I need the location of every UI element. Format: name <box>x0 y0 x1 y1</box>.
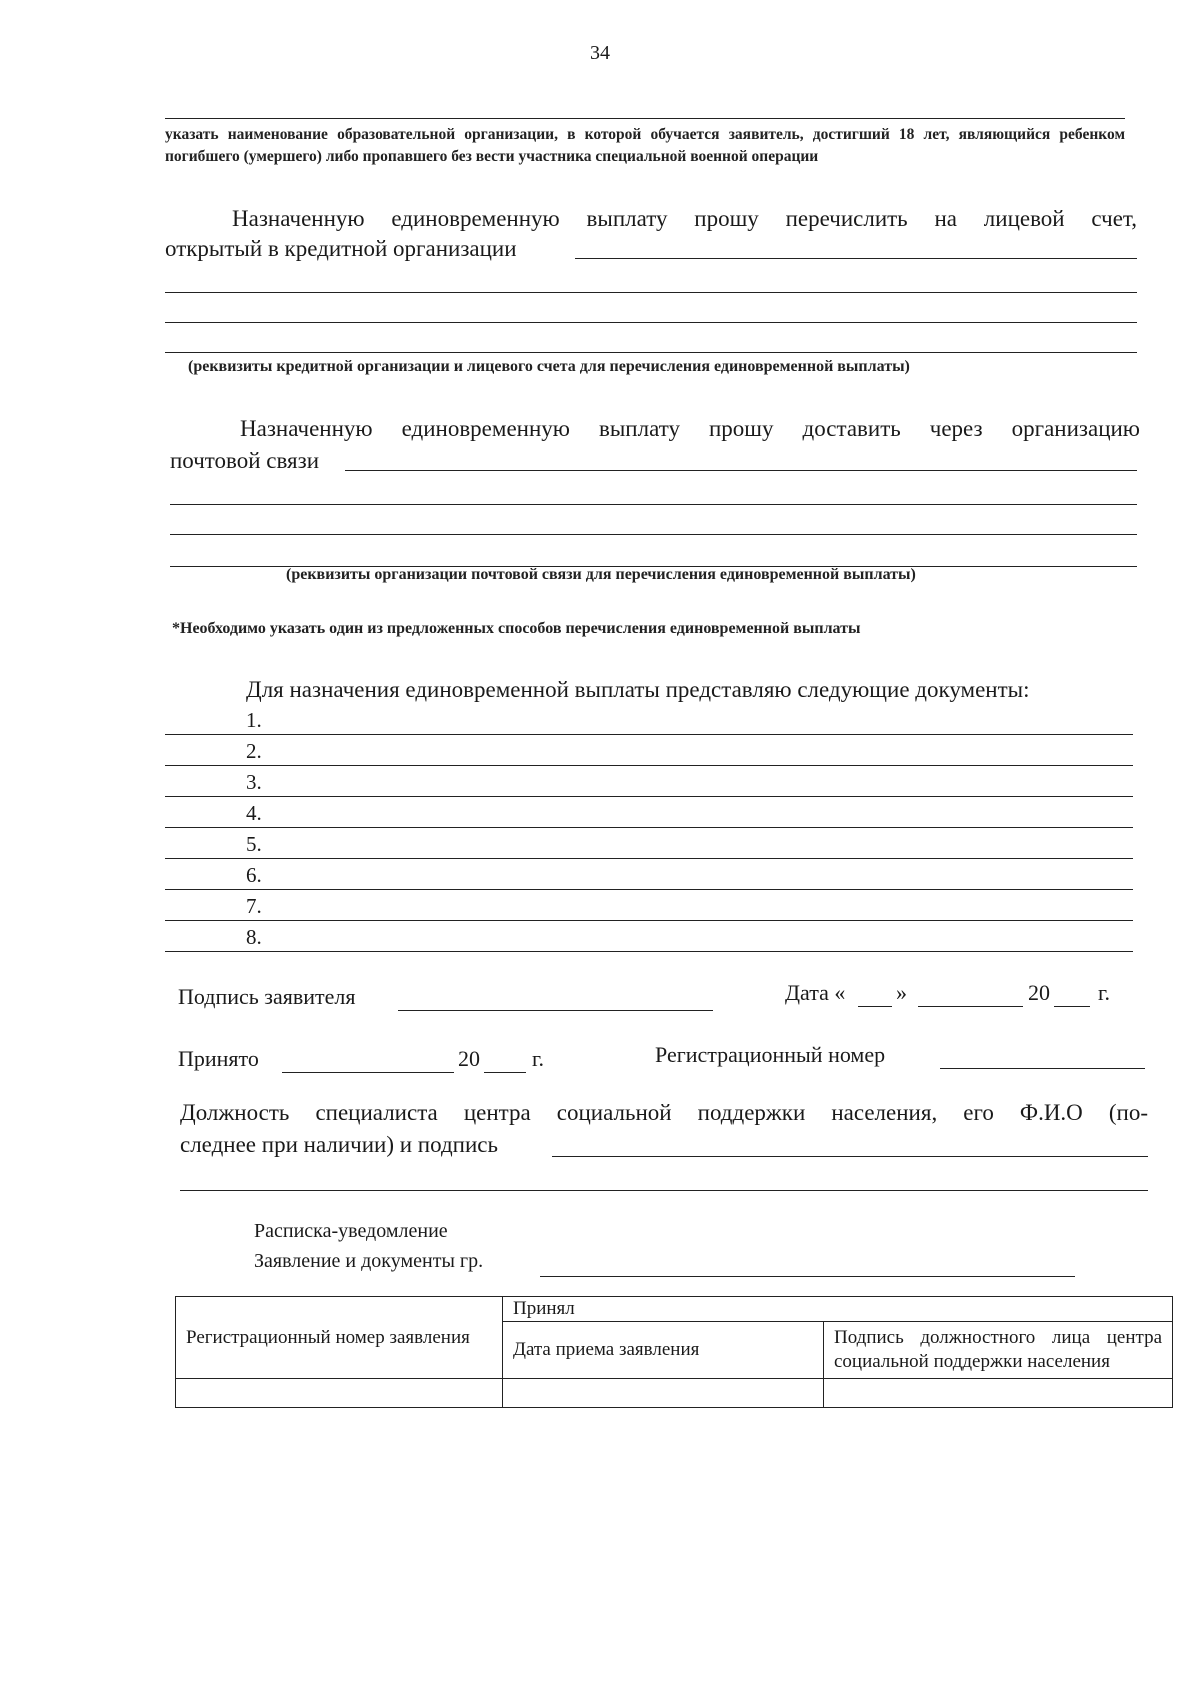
document-item-number: 4. <box>246 801 262 825</box>
registration-number-label: Регистрационный номер <box>655 1042 886 1067</box>
receipt-title: Расписка-уведомление <box>254 1220 448 1242</box>
postal-details-field[interactable] <box>345 470 1137 471</box>
document-item-number: 1. <box>246 708 262 732</box>
document-line-4[interactable] <box>165 827 1133 828</box>
bank-details-line-3[interactable] <box>165 322 1137 323</box>
table-row <box>176 1297 1173 1322</box>
accepted-label: Принято <box>178 1046 259 1071</box>
accepted-year-prefix: 20 <box>458 1046 480 1071</box>
postal-details-line-3[interactable] <box>170 534 1137 535</box>
bank-details-line-2[interactable] <box>165 292 1137 293</box>
registration-number-header: Регистрационный номер заявления <box>176 1297 503 1379</box>
registration-number-field[interactable] <box>940 1068 1145 1069</box>
payment-method-note: *Необходимо указать один из предложенных способов перечисления единовременной выплаты <box>172 620 861 637</box>
document-item-number: 6. <box>246 863 262 887</box>
postal-delivery-text: Назначенную единовременную выплату прошу доставить через организацию <box>240 416 1140 441</box>
date-close-quote: » <box>896 980 907 1005</box>
document-item-number: 5. <box>246 832 262 856</box>
date-year-suffix: г. <box>1098 980 1111 1005</box>
official-signature-header: Подпись должностного лица центра социальной поддержки населения <box>824 1322 1173 1379</box>
accepted-by-header: Принял <box>503 1297 1173 1322</box>
postal-delivery-text-continued: почтовой связи <box>170 448 320 473</box>
date-month-field[interactable] <box>918 1006 1023 1007</box>
date-year-prefix: 20 <box>1028 980 1050 1005</box>
document-line-5[interactable] <box>165 858 1133 859</box>
document-line-1[interactable] <box>165 734 1133 735</box>
page-number: 34 <box>590 42 610 64</box>
postal-details-line-2[interactable] <box>170 504 1137 505</box>
document-line-3[interactable] <box>165 796 1133 797</box>
specialist-text: Должность специалиста центра социальной поддержки населения, его Ф.И.О (по- <box>180 1100 1148 1125</box>
specialist-signature-field[interactable] <box>552 1156 1148 1157</box>
education-org-note: указать наименование образовательной организации, в которой обучается заявитель, достигший 18 лет, являющийся ребенком погибшего (умершего) либо пропавшего без вести участника специальной военной операции <box>165 126 1125 165</box>
receipt-citizen-name-field[interactable] <box>540 1276 1075 1277</box>
bank-details-field[interactable] <box>575 258 1137 259</box>
date-year-field[interactable] <box>1054 1006 1090 1007</box>
document-line-2[interactable] <box>165 765 1133 766</box>
education-org-line[interactable] <box>165 118 1125 119</box>
postal-details-caption: (реквизиты организации почтовой связи для перечисления единовременной выплаты) <box>286 566 916 583</box>
table-row <box>176 1379 1173 1408</box>
acceptance-date-header: Дата приема заявления <box>503 1322 824 1379</box>
applicant-signature-field[interactable] <box>398 1010 713 1011</box>
acceptance-date-cell[interactable] <box>503 1379 824 1408</box>
bank-details-line-4[interactable] <box>165 352 1137 353</box>
document-item-number: 7. <box>246 894 262 918</box>
document-item-number: 2. <box>246 739 262 763</box>
bank-details-caption: (реквизиты кредитной организации и лицевого счета для перечисления единовременной выплаты) <box>188 358 910 375</box>
registration-number-cell[interactable] <box>176 1379 503 1408</box>
document-line-8[interactable] <box>165 951 1133 952</box>
receipt-table <box>175 1296 1173 1408</box>
document-item-number: 8. <box>246 925 262 949</box>
accepted-year-field[interactable] <box>484 1072 526 1073</box>
bank-transfer-text-continued: открытый в кредитной организации <box>165 236 517 261</box>
accepted-year-suffix: г. <box>532 1046 545 1071</box>
date-label: Дата « <box>785 980 846 1005</box>
documents-intro: Для назначения единовременной выплаты представляю следующие документы: <box>246 677 1030 702</box>
document-item-number: 3. <box>246 770 262 794</box>
official-signature-cell[interactable] <box>824 1379 1173 1408</box>
document-line-7[interactable] <box>165 920 1133 921</box>
specialist-text-continued: следнее при наличии) и подпись <box>180 1132 498 1157</box>
bank-transfer-text: Назначенную единовременную выплату прошу перечислить на лицевой счет, <box>232 206 1137 231</box>
receipt-docs-label: Заявление и документы гр. <box>254 1250 484 1272</box>
applicant-signature-label: Подпись заявителя <box>178 984 356 1009</box>
accepted-date-field[interactable] <box>282 1072 454 1073</box>
date-day-field[interactable] <box>858 1006 892 1007</box>
specialist-signature-line-2[interactable] <box>180 1190 1148 1191</box>
document-line-6[interactable] <box>165 889 1133 890</box>
